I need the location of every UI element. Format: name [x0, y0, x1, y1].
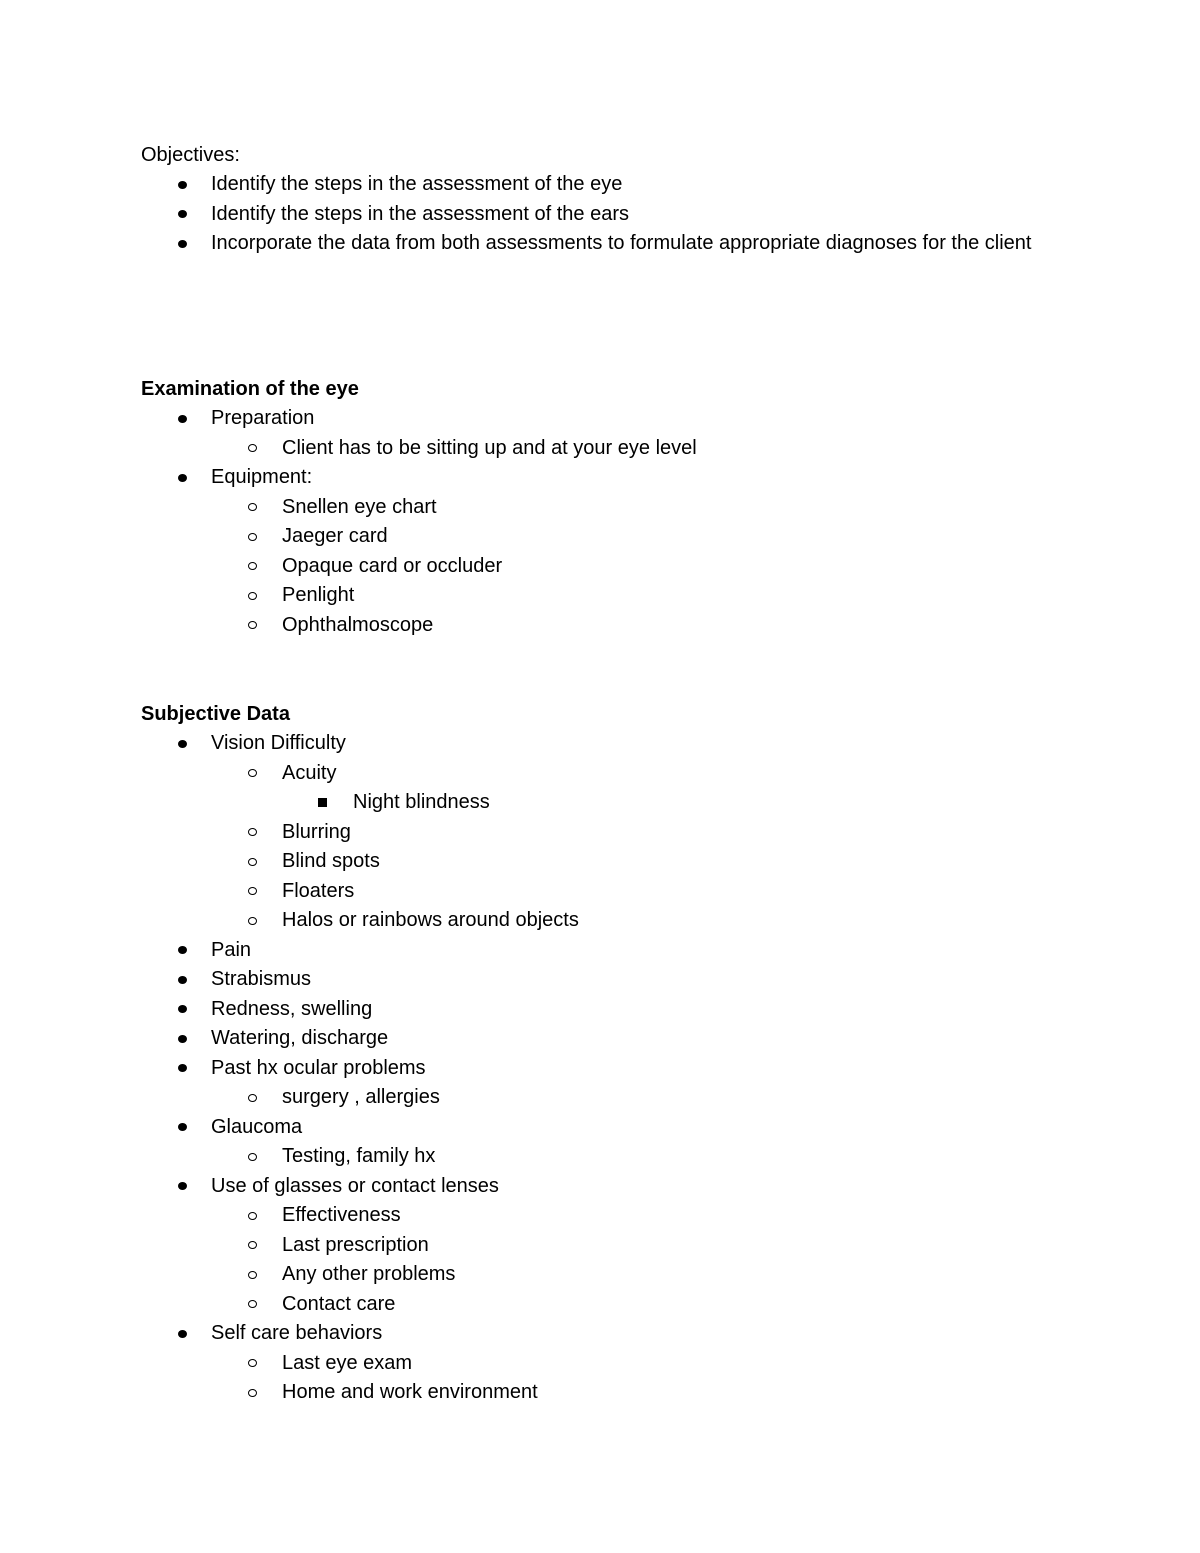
list-item-text: Testing, family hx	[282, 1145, 436, 1167]
list-item	[141, 1024, 1061, 1054]
list-item	[141, 1083, 1061, 1113]
objectives-list	[141, 170, 1061, 259]
list-item-text: Self care behaviors	[211, 1322, 383, 1344]
disc-bullet-icon	[178, 463, 187, 493]
list-item	[141, 552, 1061, 582]
list-item	[141, 1231, 1061, 1261]
disc-bullet-icon	[178, 1113, 187, 1143]
list-item-text: Strabismus	[211, 968, 312, 990]
list-item-text: Last prescription	[282, 1233, 429, 1256]
list-item-text: Snellen eye chart	[282, 495, 437, 518]
examination-section	[141, 374, 1061, 640]
examination-heading: Examination of the eye	[141, 378, 359, 400]
circle-bullet-icon	[248, 818, 257, 848]
circle-bullet-icon	[248, 847, 257, 877]
list-item	[141, 200, 1061, 230]
list-item-text: Glaucoma	[211, 1115, 303, 1138]
list-item	[141, 522, 1061, 552]
disc-bullet-icon	[178, 170, 187, 200]
subjective-heading: Subjective Data	[141, 703, 290, 725]
circle-bullet-icon	[248, 1349, 257, 1379]
list-item	[141, 788, 1061, 818]
list-item-text: Last eye exam	[282, 1351, 413, 1374]
objectives-section	[141, 140, 1061, 259]
circle-bullet-icon	[248, 552, 257, 582]
list-item-text: Equipment:	[211, 466, 313, 488]
list-item	[141, 170, 1061, 200]
list-item-text: Blurring	[282, 820, 351, 843]
list-item-text: Preparation	[211, 407, 315, 429]
list-item	[141, 1290, 1061, 1320]
circle-bullet-icon	[248, 581, 257, 611]
list-item-text: Watering, discharge	[211, 1027, 389, 1049]
circle-bullet-icon	[248, 434, 257, 464]
list-item-text: Past hx ocular problems	[211, 1056, 426, 1079]
list-item-text: Jaeger card	[282, 525, 388, 547]
disc-bullet-icon	[178, 995, 187, 1025]
circle-bullet-icon	[248, 906, 257, 936]
list-item	[141, 818, 1061, 848]
list-item	[141, 729, 1061, 759]
circle-bullet-icon	[248, 1231, 257, 1261]
list-item	[141, 965, 1061, 995]
list-item-text: Redness, swelling	[211, 997, 373, 1020]
list-item	[141, 847, 1061, 877]
list-item	[141, 611, 1061, 641]
list-item	[141, 1054, 1061, 1084]
list-item-text: Identify the steps in the assessment of the ears	[211, 202, 630, 225]
list-item-text: Any other problems	[282, 1263, 456, 1285]
list-item-text: Penlight	[282, 584, 355, 606]
list-item-text: Effectiveness	[282, 1204, 401, 1226]
list-item	[141, 1319, 1061, 1349]
list-item	[141, 1113, 1061, 1143]
list-item-text: Opaque card or occluder	[282, 554, 503, 577]
objectives-heading: Objectives:	[141, 144, 240, 166]
square-bullet-icon	[318, 788, 327, 818]
disc-bullet-icon	[178, 936, 187, 966]
list-item-text: Night blindness	[353, 791, 490, 813]
disc-bullet-icon	[178, 404, 187, 434]
list-item-text: Blind spots	[282, 850, 380, 872]
circle-bullet-icon	[248, 493, 257, 523]
disc-bullet-icon	[178, 229, 187, 259]
subjective-section	[141, 699, 1061, 1408]
list-item	[141, 1201, 1061, 1231]
list-item-text: Floaters	[282, 879, 355, 902]
list-item	[141, 1349, 1061, 1379]
list-item	[141, 906, 1061, 936]
list-item	[141, 1260, 1061, 1290]
circle-bullet-icon	[248, 522, 257, 552]
list-item-text: Home and work environment	[282, 1381, 538, 1403]
circle-bullet-icon	[248, 877, 257, 907]
disc-bullet-icon	[178, 200, 187, 230]
disc-bullet-icon	[178, 1054, 187, 1084]
list-item	[141, 404, 1061, 434]
list-item	[141, 1378, 1061, 1408]
circle-bullet-icon	[248, 1142, 257, 1172]
circle-bullet-icon	[248, 1083, 257, 1113]
list-item	[141, 877, 1061, 907]
list-item	[141, 759, 1061, 789]
circle-bullet-icon	[248, 611, 257, 641]
list-item-text: Contact care	[282, 1292, 396, 1315]
list-item-text: Vision Difficulty	[211, 732, 346, 754]
list-item	[141, 1142, 1061, 1172]
list-item	[141, 936, 1061, 966]
disc-bullet-icon	[178, 729, 187, 759]
circle-bullet-icon	[248, 1260, 257, 1290]
circle-bullet-icon	[248, 1378, 257, 1408]
list-item-text: Halos or rainbows around objects	[282, 909, 579, 931]
subjective-list	[141, 729, 1061, 1408]
disc-bullet-icon	[178, 1172, 187, 1202]
list-item-text: Client has to be sitting up and at your eye level	[282, 436, 697, 459]
list-item-text: surgery , allergies	[282, 1086, 440, 1108]
list-item	[141, 493, 1061, 523]
list-item-text: Acuity	[282, 761, 337, 784]
list-item	[141, 463, 1061, 493]
disc-bullet-icon	[178, 965, 187, 995]
list-item-text: Identify the steps in the assessment of the eye	[211, 173, 623, 195]
circle-bullet-icon	[248, 1290, 257, 1320]
list-item-text: Incorporate the data from both assessments to formulate appropriate diagnoses for the client	[211, 232, 1032, 254]
list-item-text: Pain	[211, 938, 252, 961]
list-item	[141, 229, 1061, 259]
list-item	[141, 995, 1061, 1025]
list-item	[141, 581, 1061, 611]
list-item-text: Use of glasses or contact lenses	[211, 1174, 499, 1197]
circle-bullet-icon	[248, 1201, 257, 1231]
disc-bullet-icon	[178, 1024, 187, 1054]
examination-list	[141, 404, 1061, 640]
list-item	[141, 1172, 1061, 1202]
list-item	[141, 434, 1061, 464]
disc-bullet-icon	[178, 1319, 187, 1349]
circle-bullet-icon	[248, 759, 257, 789]
list-item-text: Ophthalmoscope	[282, 613, 434, 636]
